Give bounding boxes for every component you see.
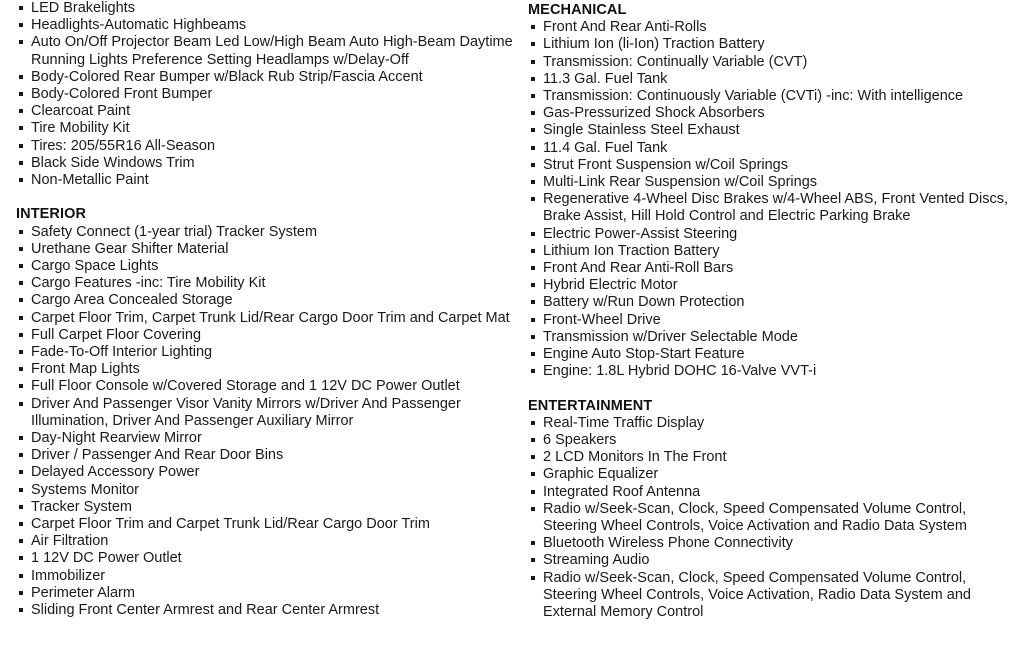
- bullet-icon: [19, 92, 23, 96]
- mechanical-heading: MECHANICAL: [528, 2, 627, 18]
- list-item: [16, 533, 516, 550]
- bullet-icon: [19, 23, 23, 27]
- list-item: [16, 34, 516, 68]
- list-item: [16, 120, 516, 137]
- bullet-icon: [19, 230, 23, 234]
- bullet-icon: [531, 455, 535, 459]
- list-item-text: Carpet Floor Trim and Carpet Trunk Lid/Rear Cargo Door Trim: [31, 516, 430, 533]
- list-item-text: Safety Connect (1-year trial) Tracker System: [31, 223, 318, 240]
- list-item: [528, 19, 1008, 36]
- list-item: [16, 516, 516, 533]
- list-item: [528, 174, 1008, 191]
- bullet-icon: [19, 316, 23, 320]
- list-item-text: Transmission: Continually Variable (CVT): [543, 53, 808, 70]
- list-item-text: Transmission: Continuously Variable (CVTi) -inc: With intelligence: [543, 88, 964, 105]
- entertainment-list: [528, 415, 1008, 621]
- bullet-icon: [19, 436, 23, 440]
- bullet-icon: [19, 144, 23, 148]
- list-item-text: Front And Rear Anti-Rolls: [543, 19, 707, 36]
- list-item-text: Radio w/Seek-Scan, Clock, Speed Compensated Volume Control, Steering Wheel Controls, Voice Activation and Radio Data System: [543, 500, 967, 535]
- list-item-text: Clearcoat Paint: [31, 103, 131, 120]
- bullet-icon: [531, 266, 535, 270]
- bullet-icon: [531, 249, 535, 253]
- list-item-text: Lithium Ion (li-Ion) Traction Battery: [543, 36, 765, 53]
- list-item: [528, 243, 1008, 260]
- list-item-text: Graphic Equalizer: [543, 466, 659, 483]
- bullet-icon: [19, 384, 23, 388]
- list-item: [528, 346, 1008, 363]
- list-item-text: Non-Metallic Paint: [31, 172, 149, 189]
- bullet-icon: [531, 111, 535, 115]
- list-item-text: Auto On/Off Projector Beam Led Low/High Beam Auto High-Beam Daytime Running Lights Preference Setting Headlamps w/Delay-Off: [31, 34, 513, 68]
- list-item-text: Delayed Accessory Power: [31, 464, 200, 481]
- bullet-icon: [19, 75, 23, 79]
- list-item-text: Integrated Roof Antenna: [543, 483, 701, 500]
- bullet-icon: [531, 421, 535, 425]
- list-item-text: Fade-To-Off Interior Lighting: [31, 344, 213, 361]
- bullet-icon: [531, 232, 535, 236]
- list-item: [16, 482, 516, 499]
- bullet-icon: [19, 539, 23, 543]
- bullet-icon: [19, 350, 23, 354]
- list-item-text: Engine Auto Stop-Start Feature: [543, 346, 745, 363]
- bullet-icon: [19, 109, 23, 113]
- bullet-icon: [19, 453, 23, 457]
- section-gap: [16, 189, 516, 206]
- exterior-section: [16, 0, 516, 189]
- list-item: [16, 69, 516, 86]
- list-item-text: Front And Rear Anti-Roll Bars: [543, 260, 734, 277]
- list-item: [16, 224, 516, 241]
- list-item: [16, 172, 516, 189]
- list-item: [528, 570, 1008, 622]
- list-item: [528, 157, 1008, 174]
- list-item: [528, 501, 1008, 535]
- list-item: [528, 260, 1008, 277]
- list-item: [16, 292, 516, 309]
- bullet-icon: [531, 25, 535, 29]
- bullet-icon: [19, 470, 23, 474]
- mechanical-list: [528, 19, 1008, 380]
- list-item-text: Real-Time Traffic Display: [543, 414, 705, 431]
- list-item-text: Full Floor Console w/Covered Storage and 1 12V DC Power Outlet: [31, 378, 460, 395]
- list-item-text: Front Map Lights: [31, 361, 140, 378]
- bullet-icon: [531, 472, 535, 476]
- bullet-icon: [19, 367, 23, 371]
- list-item: [528, 71, 1008, 88]
- list-item: [16, 464, 516, 481]
- list-item: [528, 432, 1008, 449]
- bullet-icon: [531, 352, 535, 356]
- list-item-text: Battery w/Run Down Protection: [543, 294, 745, 311]
- list-item: [16, 447, 516, 464]
- bullet-icon: [531, 576, 535, 580]
- list-item: [16, 0, 516, 17]
- bullet-icon: [531, 180, 535, 184]
- entertainment-section: [528, 398, 1008, 622]
- list-item-text: Gas-Pressurized Shock Absorbers: [543, 105, 765, 122]
- list-item-text: Tire Mobility Kit: [31, 120, 130, 137]
- mechanical-section: [528, 2, 1008, 380]
- bullet-icon: [19, 505, 23, 509]
- list-item: [16, 344, 516, 361]
- list-item: [16, 275, 516, 292]
- exterior-list: [16, 0, 516, 189]
- list-item-text: Cargo Space Lights: [31, 258, 159, 275]
- bullet-icon: [531, 300, 535, 304]
- list-item-text: 6 Speakers: [543, 432, 617, 449]
- list-item-text: Full Carpet Floor Covering: [31, 326, 202, 343]
- bullet-icon: [531, 283, 535, 287]
- list-item-text: Single Stainless Steel Exhaust: [543, 122, 740, 139]
- list-item-text: Strut Front Suspension w/Coil Springs: [543, 156, 788, 173]
- bullet-icon: [19, 608, 23, 612]
- list-item: [16, 17, 516, 34]
- list-item: [16, 430, 516, 447]
- list-item: [16, 396, 516, 430]
- bullet-icon: [531, 77, 535, 81]
- list-item-text: Cargo Area Concealed Storage: [31, 292, 233, 309]
- list-item-text: Headlights-Automatic Highbeams: [31, 17, 247, 34]
- list-item-text: Lithium Ion Traction Battery: [543, 242, 720, 259]
- list-item: [16, 327, 516, 344]
- list-item-text: 2 LCD Monitors In The Front: [543, 449, 727, 466]
- list-item-text: Front-Wheel Drive: [543, 311, 661, 328]
- list-item: [528, 226, 1008, 243]
- interior-heading: INTERIOR: [16, 206, 87, 223]
- list-item: [16, 86, 516, 103]
- list-item-text: Bluetooth Wireless Phone Connectivity: [543, 535, 793, 552]
- list-item: [16, 499, 516, 516]
- bullet-icon: [531, 369, 535, 373]
- list-item-text: Engine: 1.8L Hybrid DOHC 16-Valve VVT-i: [543, 363, 817, 380]
- list-item-text: Day-Night Rearview Mirror: [31, 430, 202, 447]
- list-item-text: Streaming Audio: [543, 552, 650, 569]
- list-item: [16, 241, 516, 258]
- list-item: [16, 378, 516, 395]
- list-item: [528, 535, 1008, 552]
- list-item-text: Body-Colored Rear Bumper w/Black Rub Strip/Fascia Accent: [31, 68, 423, 85]
- entertainment-heading: ENTERTAINMENT: [528, 397, 653, 414]
- list-item: [528, 329, 1008, 346]
- bullet-icon: [531, 42, 535, 46]
- bullet-icon: [531, 558, 535, 562]
- bullet-icon: [531, 60, 535, 64]
- bullet-icon: [19, 556, 23, 560]
- bullet-icon: [531, 128, 535, 132]
- list-item: [528, 36, 1008, 53]
- list-item-text: Carpet Floor Trim, Carpet Trunk Lid/Rear Cargo Door Trim and Carpet Mat: [31, 309, 510, 326]
- bullet-icon: [531, 490, 535, 494]
- bullet-icon: [531, 507, 535, 511]
- list-item-text: 1 12V DC Power Outlet: [31, 550, 182, 567]
- interior-section: [16, 206, 516, 619]
- list-item: [528, 449, 1008, 466]
- list-item-text: Immobilizer: [31, 567, 106, 584]
- list-item: [528, 363, 1008, 380]
- list-item: [528, 312, 1008, 329]
- bullet-icon: [531, 94, 535, 98]
- left-column: [16, 0, 516, 619]
- bullet-icon: [19, 298, 23, 302]
- list-item: [16, 361, 516, 378]
- list-item-text: Body-Colored Front Bumper: [31, 86, 213, 103]
- bullet-icon: [19, 247, 23, 251]
- list-item: [16, 568, 516, 585]
- list-item: [528, 191, 1008, 225]
- list-item: [528, 294, 1008, 311]
- bullet-icon: [19, 574, 23, 578]
- bullet-icon: [531, 318, 535, 322]
- bullet-icon: [19, 40, 23, 44]
- list-item-text: Driver / Passenger And Rear Door Bins: [31, 447, 284, 464]
- list-item-text: LED Brakelights: [31, 0, 135, 16]
- list-item: [528, 105, 1008, 122]
- bullet-icon: [19, 161, 23, 165]
- list-item-text: Regenerative 4-Wheel Disc Brakes w/4-Wheel ABS, Front Vented Discs, Brake Assist, Hill Hold Control and Electric Parking Brake: [543, 191, 1008, 225]
- list-item-text: Black Side Windows Trim: [31, 154, 195, 171]
- list-item-text: Radio w/Seek-Scan, Clock, Speed Compensated Volume Control, Steering Wheel Controls, Voice Activation, Radio Data System and External Memory Control: [543, 569, 971, 621]
- list-item: [16, 585, 516, 602]
- interior-list: [16, 224, 516, 620]
- list-item-text: Sliding Front Center Armrest and Rear Center Armrest: [31, 602, 380, 619]
- bullet-icon: [19, 178, 23, 182]
- bullet-icon: [531, 541, 535, 545]
- list-item: [528, 277, 1008, 294]
- list-item-text: Electric Power-Assist Steering: [543, 225, 738, 242]
- right-column: [528, 0, 1008, 621]
- bullet-icon: [19, 591, 23, 595]
- list-item-text: Perimeter Alarm: [31, 584, 135, 601]
- bullet-icon: [531, 197, 535, 201]
- list-item: [528, 466, 1008, 483]
- bullet-icon: [531, 146, 535, 150]
- bullet-icon: [531, 163, 535, 167]
- list-item-text: Hybrid Electric Motor: [543, 277, 678, 294]
- bullet-icon: [531, 438, 535, 442]
- list-item: [528, 88, 1008, 105]
- list-item-text: Urethane Gear Shifter Material: [31, 240, 229, 257]
- list-item-text: Cargo Features -inc: Tire Mobility Kit: [31, 275, 266, 292]
- list-item: [16, 155, 516, 172]
- list-item-text: 11.4 Gal. Fuel Tank: [543, 139, 668, 156]
- bullet-icon: [19, 6, 23, 10]
- list-item: [16, 138, 516, 155]
- list-item-text: Systems Monitor: [31, 481, 139, 498]
- list-item: [16, 602, 516, 619]
- bullet-icon: [19, 264, 23, 268]
- list-item-text: 11.3 Gal. Fuel Tank: [543, 70, 668, 87]
- bullet-icon: [19, 488, 23, 492]
- bullet-icon: [19, 281, 23, 285]
- list-item-text: Driver And Passenger Visor Vanity Mirrors w/Driver And Passenger Illumination, Driver And Passenger Auxiliary Mirror: [31, 395, 461, 429]
- bullet-icon: [19, 126, 23, 130]
- list-item-text: Tires: 205/55R16 All-Season: [31, 137, 216, 154]
- list-item: [16, 550, 516, 567]
- bullet-icon: [531, 335, 535, 339]
- list-item: [16, 310, 516, 327]
- list-item: [528, 140, 1008, 157]
- bullet-icon: [19, 522, 23, 526]
- list-item-text: Air Filtration: [31, 533, 109, 550]
- list-item-text: Multi-Link Rear Suspension w/Coil Springs: [543, 174, 818, 191]
- section-gap: [528, 380, 1008, 397]
- list-item: [16, 258, 516, 275]
- list-item: [16, 103, 516, 120]
- list-item-text: Transmission w/Driver Selectable Mode: [543, 328, 798, 345]
- list-item-text: Tracker System: [31, 498, 132, 515]
- list-item: [528, 552, 1008, 569]
- list-item: [528, 484, 1008, 501]
- bullet-icon: [19, 402, 23, 406]
- bullet-icon: [19, 333, 23, 337]
- list-item: [528, 122, 1008, 139]
- list-item: [528, 54, 1008, 71]
- list-item: [528, 415, 1008, 432]
